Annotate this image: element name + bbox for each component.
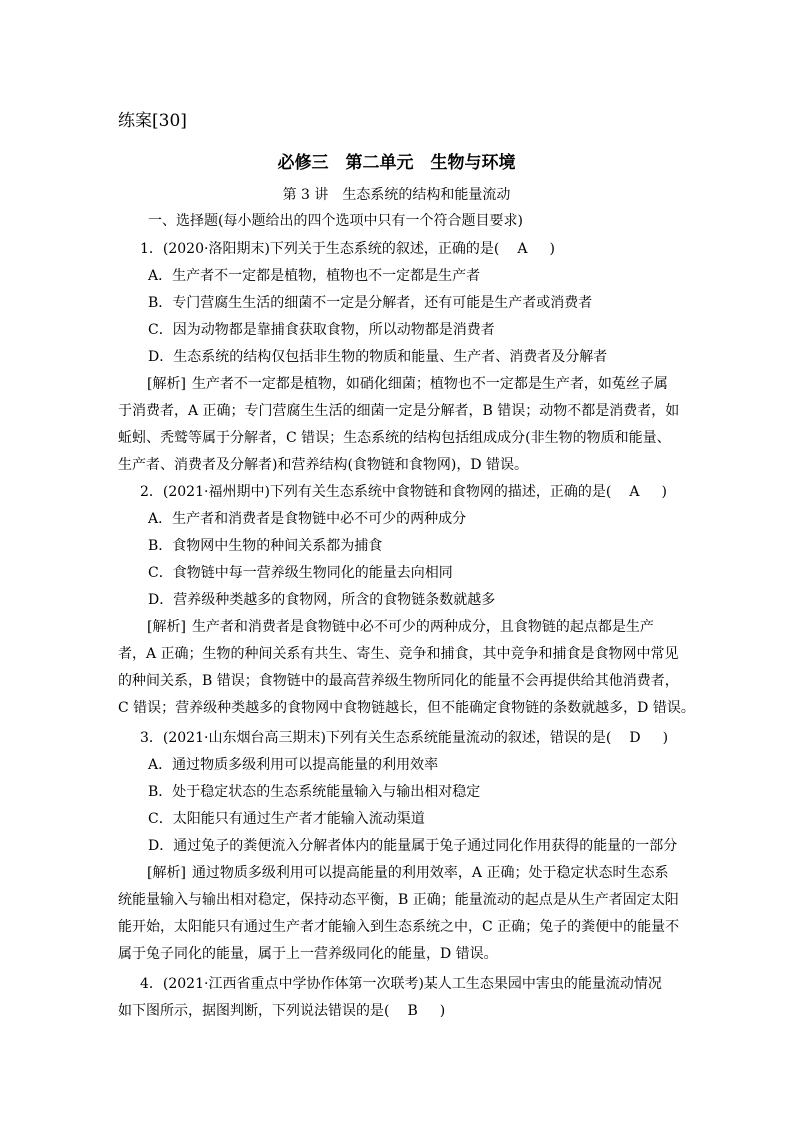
q3-option-c: C．太阳能只有通过生产者才能输入流动渠道 [148,811,425,827]
lesson-title: 第 3 讲 生态系统的结构和能量流动 [282,187,511,203]
exercise-code: 练案[30] [118,111,187,131]
answer-2: A [629,484,644,500]
question-1-stem: 1．(2020·洛阳期末)下列关于生态系统的叙述，正确的是( A ) [140,241,555,257]
q2-analysis-line-3: 的种间关系，B 错误；食物链中的最高营养级生物所同化的能量不会再提供给其他消费者， [118,673,679,689]
q2-analysis-line-2: 者，A 正确；生物的种间关系有共生、寄生、竞争和捕食，其中竞争和捕食是食物网中常见 [118,646,679,662]
q3-option-a: A．通过物质多级利用可以提高能量的利用效率 [148,757,439,773]
answer-4: B [407,1003,422,1019]
q1-option-c: C．因为动物都是靠捕食获取食物，所以动物都是消费者 [148,322,495,338]
q3-option-b: B．处于稳定状态的生态系统能量输入与输出相对稳定 [148,784,481,800]
q1-option-b: B．专门营腐生生活的细菌不一定是分解者，还有可能是生产者或消费者 [148,295,593,311]
analysis-tag: [解析] [147,376,186,392]
q1-analysis-line-3: 蚯蚓、秃鹫等属于分解者，C 错误；生态系统的结构包括组成成分(非生物的物质和能量、 [118,430,671,446]
q1-analysis-line-4: 生产者、消费者及分解者)和营养结构(食物链和食物网)，D 错误。 [118,457,529,473]
q1-analysis-line-2: 于消费者，A 正确；专门营腐生生活的细菌一定是分解者，B 错误；动物不都是消费者，如 [118,403,680,419]
q3-analysis-line-4: 属于兔子同化的能量，属于上一营养级同化的能量，D 错误。 [118,946,498,962]
q1-option-a: A．生产者不一定都是植物，植物也不一定都是生产者 [148,268,481,284]
q2-option-b: B．食物网中生物的种间关系都为捕食 [148,538,383,554]
q3-analysis-line-3: 能开始，太阳能只有通过生产者才能输入到生态系统之中，C 正确；兔子的粪便中的能量不 [118,919,680,935]
q1-option-d: D．生态系统的结构仅包括非生物的物质和能量、生产者、消费者及分解者 [148,349,608,365]
question-3-stem: 3．(2021·山东烟台高三期末)下列有关生态系统能量流动的叙述，错误的是( D ) [140,730,669,746]
q2-option-c: C．食物链中每一营养级生物同化的能量去向相同 [148,565,453,581]
question-2-stem: 2．(2021·福州期中)下列有关生态系统中食物链和食物网的描述，正确的是( A ) [140,484,667,500]
analysis-tag: [解析] [147,619,186,635]
q3-option-d: D．通过兔子的粪便流入分解者体内的能量属于兔子通过同化作用获得的能量的一部分 [148,838,678,854]
answer-3: D [629,730,645,746]
q1-analysis-line-1: [解析] 生产者不一定都是植物，如硝化细菌；植物也不一定都是生产者，如菟丝子属 [147,376,668,392]
q2-option-d: D．营养级种类越多的食物网，所含的食物链条数就越多 [148,592,496,608]
section-heading: 一、选择题(每小题给出的四个选项中只有一个符合题目要求) [148,213,523,229]
q3-analysis-line-1: [解析] 通过物质多级利用可以提高能量的利用效率，A 正确；处于稳定状态时生态系 [147,865,669,881]
q2-option-a: A．生产者和消费者是食物链中必不可少的两种成分 [148,511,467,527]
q2-analysis-line-1: [解析] 生产者和消费者是食物链中必不可少的两种成分，且食物链的起点都是生产 [147,619,654,635]
main-title: 必修三 第二单元 生物与环境 [277,153,516,173]
question-4-stem: 4．(2021·江西省重点中学协作体第一次联考)某人工生态果园中害虫的能量流动情况 [140,976,662,992]
question-4-stem-continued: 如下图所示，据图判断，下列说法错误的是( B ) [118,1003,446,1019]
analysis-tag: [解析] [147,865,186,881]
answer-1: A [517,241,532,257]
q3-analysis-line-2: 统能量输入与输出相对稳定，保持动态平衡，B 正确；能量流动的起点是从生产者固定太阳 [118,892,679,908]
q2-analysis-line-4: C 错误；营养级种类越多的食物网中食物链越长，但不能确定食物链的条数就越多，D 错误。 [118,700,695,716]
